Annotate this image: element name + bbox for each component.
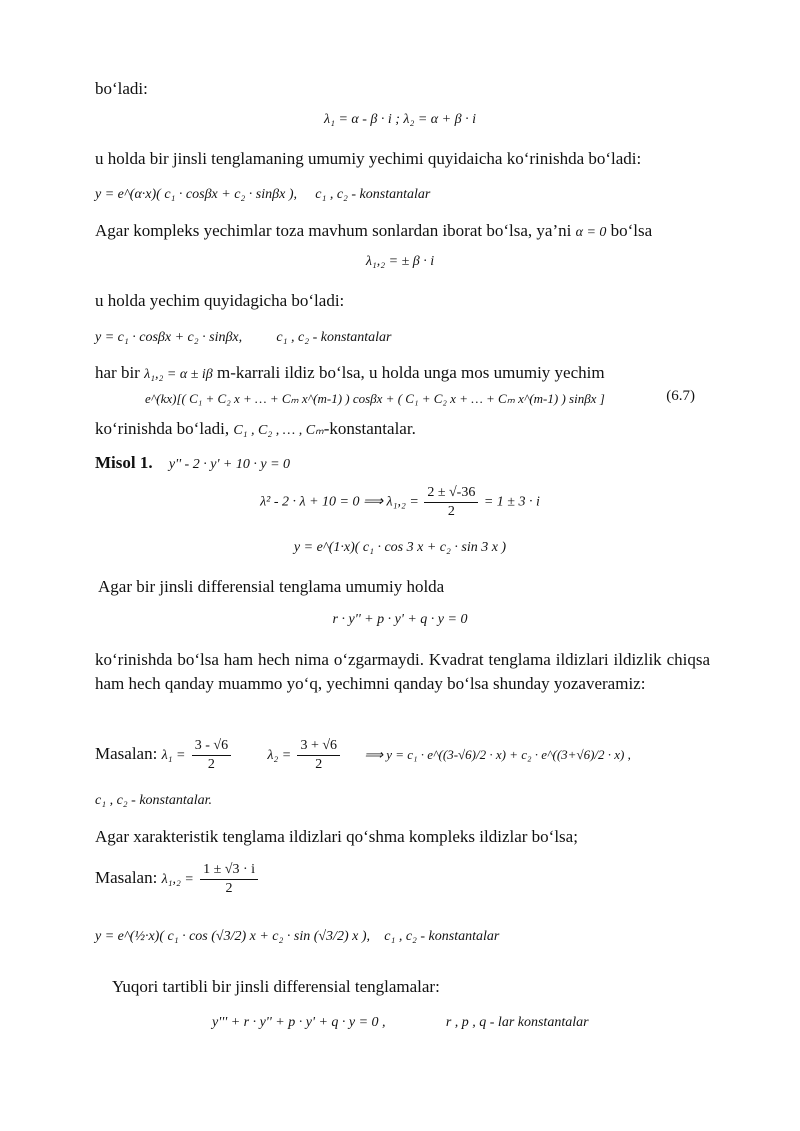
text: bo‘lsa bbox=[610, 221, 653, 240]
text-line: bo‘ladi: bbox=[95, 79, 148, 98]
denominator: 2 bbox=[447, 504, 455, 519]
constants-note: c₁ , c₂ - konstantalar bbox=[276, 330, 392, 345]
fraction bbox=[297, 737, 340, 774]
equation: ⟹ y = c₁ · e^((3-√6)/2 · x) + c₂ · e^((3+√6)/2 · x) , bbox=[364, 747, 631, 762]
text-line: u holda bir jinsli tenglamaning umumiy yechimi quyidaicha ko‘rinishda bo‘ladi: bbox=[95, 149, 642, 168]
example-2 bbox=[95, 734, 710, 776]
equation-complex-solution bbox=[95, 924, 710, 948]
text-line bbox=[95, 418, 710, 442]
text-line: Agar xarakteristik tenglama ildizlari qo‘shma kompleks ildizlar bo‘lsa; bbox=[95, 827, 578, 846]
fraction bbox=[200, 861, 258, 898]
constants-note: c₁ , c₂ - konstantalar bbox=[315, 187, 431, 202]
denominator: 2 bbox=[225, 880, 233, 896]
example-1 bbox=[95, 452, 710, 476]
higher-order-equation bbox=[212, 1010, 710, 1034]
paragraph: ko‘rinishda bo‘lsa ham hech nima o‘zgarmaydi. Kvadrat tenglama ildizlari ildizlik chiqsa ham hech qanday muammo yo‘q, yechimni qanday bo‘lsa shunday yozaveramiz: bbox=[95, 650, 710, 693]
characteristic-equation bbox=[0, 484, 800, 521]
equation: λ₂ = bbox=[267, 748, 292, 763]
equation: λ² - 2 · λ + 10 = 0 ⟹ λ₁,₂ = bbox=[260, 494, 419, 510]
label: Masalan: bbox=[95, 744, 158, 763]
numerator: 2 ± √-36 bbox=[424, 484, 478, 503]
equation: y = c₁ · cosβx + c₂ · sinβx, bbox=[95, 330, 243, 345]
text: har bir bbox=[95, 363, 140, 382]
text-line: Yuqori tartibli bir jinsli differensial tenglamalar: bbox=[112, 977, 440, 996]
equation-number: (6.7) bbox=[666, 388, 695, 404]
text-line: u holda yechim quyidagicha bo‘ladi: bbox=[95, 291, 345, 310]
text: ko‘rinishda bo‘ladi, bbox=[95, 419, 230, 438]
general-equation: r · y'' + p · y' + q · y = 0 bbox=[332, 612, 468, 627]
constants-note: c₁ , c₂ - konstantalar bbox=[384, 929, 500, 944]
constants: C₁ , C₂ , … , Cₘ bbox=[233, 423, 324, 438]
fraction bbox=[192, 737, 231, 774]
fraction bbox=[424, 484, 478, 521]
label: Masalan: bbox=[95, 868, 158, 887]
equation: y''' + r · y'' + p · y' + q · y = 0 , bbox=[212, 1015, 386, 1030]
equation: λ₁,₂ = bbox=[161, 872, 194, 887]
denominator: 2 bbox=[315, 756, 323, 772]
equation: = 1 ± 3 · i bbox=[483, 494, 540, 510]
equation-pure-imaginary: λ₁,₂ = ± β · i bbox=[365, 254, 435, 269]
numerator: 3 - √6 bbox=[192, 737, 231, 756]
equation: y'' - 2 · y' + 10 · y = 0 bbox=[168, 457, 291, 472]
condition: α = 0 bbox=[575, 225, 607, 240]
constants-note: c₁ , c₂ - konstantalar. bbox=[95, 793, 213, 808]
equation-general-solution bbox=[95, 182, 710, 206]
text: m-karrali ildiz bo‘lsa, u holda unga mos umumiy yechim bbox=[216, 363, 605, 382]
equation: y = e^(α·x)( c₁ · cosβx + c₂ · sinβx ), bbox=[95, 187, 297, 202]
text: -konstantalar. bbox=[323, 419, 416, 438]
text-line bbox=[95, 220, 710, 244]
numerator: 3 + √6 bbox=[297, 737, 340, 756]
example-solution: y = e^(1·x)( c₁ · cos 3 x + c₂ · sin 3 x ) bbox=[293, 540, 507, 555]
equation: λ₁ = bbox=[161, 748, 186, 763]
equation: λ₁,₂ = α ± iβ bbox=[144, 367, 213, 382]
example-label: Misol 1. bbox=[95, 453, 153, 472]
numerator: 1 ± √3 · i bbox=[200, 861, 258, 880]
example-3 bbox=[95, 858, 710, 900]
text-line bbox=[95, 362, 710, 386]
equation-roots: λ₁ = α - β · i ; λ₂ = α + β · i bbox=[324, 112, 476, 127]
denominator: 2 bbox=[207, 756, 215, 772]
equation-solution-2 bbox=[95, 325, 710, 349]
equation: y = e^(½·x)( c₁ · cos (√3/2) x + c₂ · sin (√3/2) x ), bbox=[95, 929, 370, 944]
text-line: Agar bir jinsli differensial tenglama umumiy holda bbox=[98, 577, 445, 596]
equation-6-7: e^(kx)[( C₁ + C₂ x + … + Cₘ x^(m-1) ) cosβx + ( C₁ + C₂ x + … + Cₘ x^(m-1) ) sinβx ] bbox=[145, 391, 605, 406]
text: Agar kompleks yechimlar toza mavhum sonlardan iborat bo‘lsa, ya’ni bbox=[95, 221, 572, 240]
constants-note: r , p , q - lar konstantalar bbox=[445, 1015, 589, 1030]
